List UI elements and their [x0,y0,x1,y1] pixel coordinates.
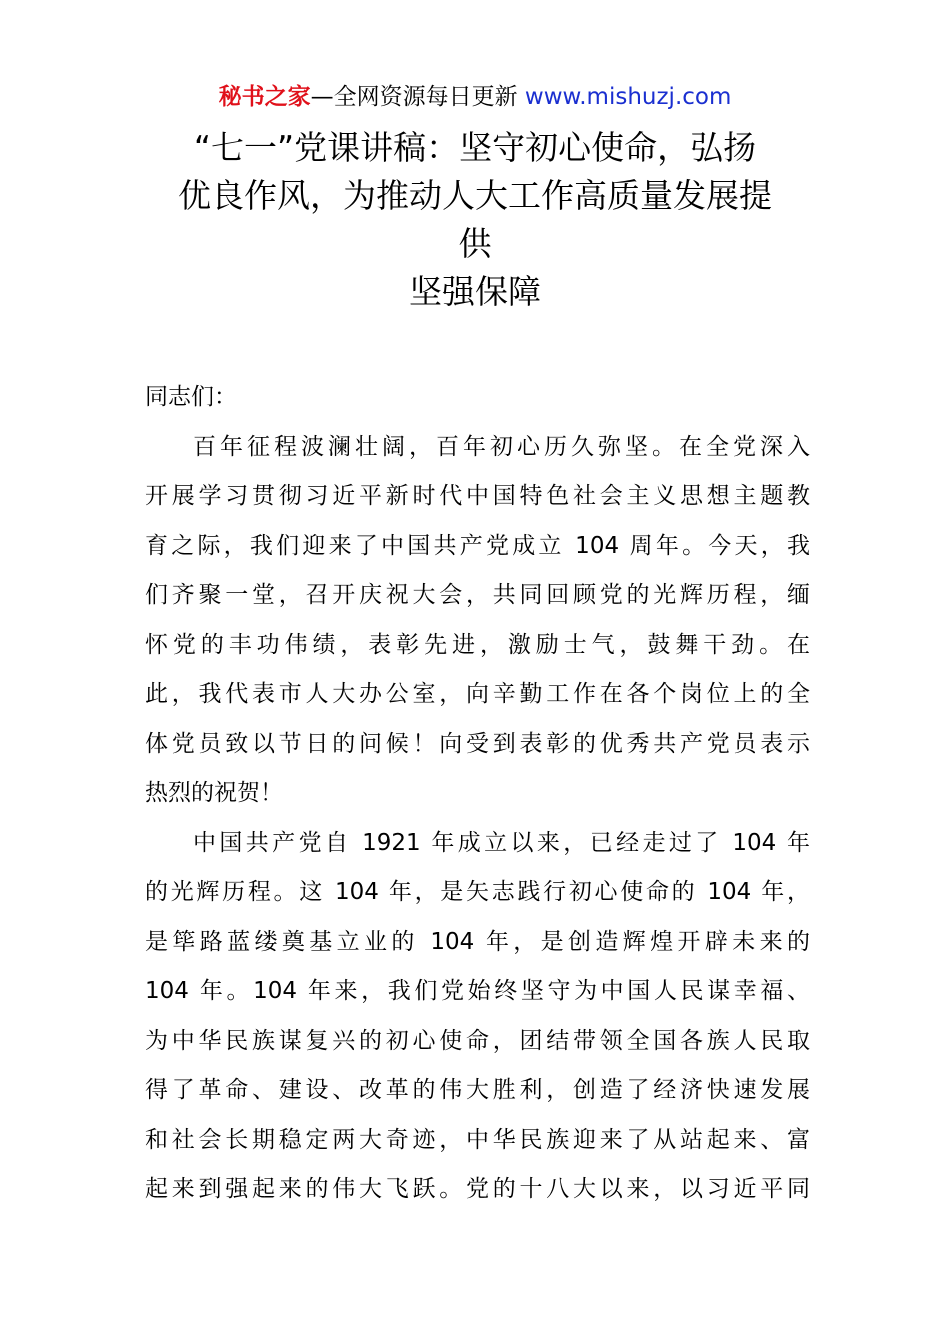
site-header [0,80,950,114]
paragraph-line: 得了革命、建设、改革的伟大胜利，创造了经济快速发展 [145,1077,810,1103]
paragraph-line: 百年征程波澜壮阔，百年初心历久弥坚。在全党深入 [193,433,810,460]
title-line: 供 [458,224,492,263]
paragraph-line: 中国共产党自 1921 年成立以来，已经走过了 104 年 [193,829,810,856]
paragraph-line: 为中华民族谋复兴的初心使命，团结带领全国各族人民取 [145,1027,810,1054]
site-url-link[interactable]: www.mishuzj.com [524,84,732,110]
paragraph-line: 起来到强起来的伟大飞跃。党的十八大以来，以习近平同 [145,1176,810,1202]
paragraph-line: 开展学习贯彻习近平新时代中国特色社会主义思想主题教 [145,483,810,509]
site-tagline: —全网资源每日更新 [310,84,525,110]
paragraph-line: 育之际，我们迎来了中国共产党成立 104 周年。今天，我 [145,532,810,559]
paragraph-line: 是筚路蓝缕奠基立业的 104 年，是创造辉煌开辟未来的 [145,928,810,955]
paragraph-line: 的光辉历程。这 104 年，是矢志践行初心使命的 104 年， [145,879,810,905]
paragraph [145,819,810,1215]
paragraph-line: 们齐聚一堂，召开庆祝大会，共同回顾党的光辉历程，缅 [145,582,810,608]
document-body [145,373,810,1215]
salutation: 同志们： [145,384,237,410]
paragraph-line: 和社会长期稳定两大奇迹，中华民族迎来了从站起来、富 [145,1126,810,1153]
title-line: 坚强保障 [409,272,541,311]
paragraph-line: 怀党的丰功伟绩，表彰先进，激励士气，鼓舞干劲。在 [145,631,810,658]
paragraph-line: 体党员致以节日的问候！向受到表彰的优秀共产党员表示 [145,730,810,757]
site-brand: 秘书之家 [218,84,311,110]
title-line: 优良作风，为推动人大工作高质量发展提 [178,176,772,215]
document-title [140,124,810,316]
paragraph-line: 热烈的祝贺！ [145,780,283,806]
title-line: “七一”党课讲稿：坚守初心使命，弘扬 [193,128,757,167]
paragraph-line: 此，我代表市人大办公室，向辛勤工作在各个岗位上的全 [145,681,810,707]
paragraph [145,423,810,819]
paragraph-line: 104 年。104 年来，我们党始终坚守为中国人民谋幸福、 [145,978,810,1004]
